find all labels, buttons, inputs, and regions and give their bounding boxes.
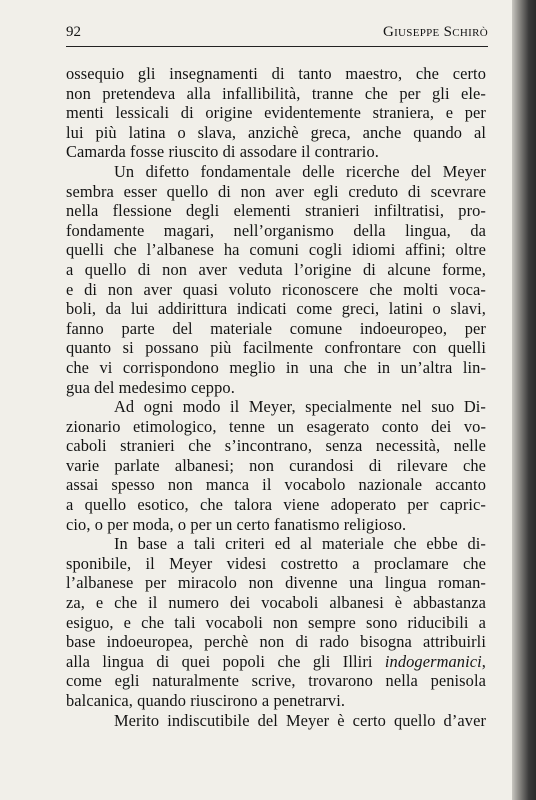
paragraph: [66, 162, 486, 397]
text-line: menti lessicali di origine evidentemente straniera, e per: [66, 103, 486, 123]
text-line: lui più latina o slava, anzichè greca, anche quando al: [66, 122, 486, 142]
paragraph: [66, 534, 486, 710]
text-line: quelli che l’albanese ha comuni cogli idiomi affini; oltre: [66, 240, 486, 260]
paragraph: [66, 397, 486, 534]
text-line: boli, da lui addirittura indicati come greci, latini o slavi,: [66, 299, 486, 319]
header-rule: [66, 46, 488, 47]
text-line: a quello di non aver veduta l’origine di alcune forme,: [66, 259, 486, 279]
text-line: esiguo, e che tali vocaboli non sempre sono riducibili a: [66, 612, 486, 632]
text-line: alla lingua di quei popoli che gli Illiri indogermanici,: [66, 651, 486, 671]
text-line: Un difetto fondamentale delle ricerche del Meyer: [114, 161, 486, 181]
text-line: sembra esser quello di non aver egli creduto di scevrare: [66, 181, 486, 201]
text-line: e di non aver quasi voluto riconoscere che molti voca-: [66, 279, 486, 299]
text-line: come egli naturalmente scrive, trovarono nella penisola: [66, 671, 486, 691]
text-line: Ad ogni modo il Meyer, specialmente nel suo Di-: [114, 397, 486, 417]
text-line: a quello esotico, che talora viene adoperato per capric-: [66, 495, 486, 515]
text-line: varie parlate albanesi; non curandosi di rilevare che: [66, 455, 486, 475]
text-line: za, e che il numero dei vocaboli albanesi è abbastanza: [66, 593, 486, 613]
text-line: nella flessione degli elementi stranieri infiltratisi, pro-: [66, 201, 486, 221]
text-line: cio, o per moda, o per un certo fanatismo religioso.: [66, 514, 407, 534]
text-line: che vi corrispondono meglio in una che in un’altra lin-: [66, 357, 486, 377]
text-line: gua del medesimo ceppo.: [66, 377, 235, 397]
text-line: quanto si possano più facilmente confrontare con quelli: [66, 338, 486, 358]
paragraph: [66, 64, 486, 162]
text-line: non pretendeva alla infallibilità, tranne che per gli ele-: [66, 83, 486, 103]
text-line: fondamente magari, nell’organismo della lingua, da: [66, 220, 486, 240]
text-line: In base a tali criteri ed al materiale che ebbe di-: [114, 534, 486, 554]
italic-term: indogermanici: [384, 651, 482, 671]
text-line: caboli stranieri che s’incontrano, senza necessità, nelle: [66, 436, 486, 456]
text-line: Camarda fosse riuscito di assodare il contrario.: [66, 142, 379, 162]
text-line: balcanica, quando riuscirono a penetrarvi.: [66, 691, 346, 710]
text-line: assai spesso non manca il vocabolo nazionale accanto: [66, 475, 486, 495]
paragraph: [66, 711, 486, 731]
text-line: sponibile, il Meyer videsi costretto a proclamare che: [66, 553, 486, 573]
text-line: ossequio gli insegnamenti di tanto maestro, che certo: [66, 64, 486, 83]
text-line: zionario etimologico, tenne un esagerato conto dei vo-: [66, 416, 486, 436]
text-line: fanno parte del materiale comune indoeuropeo, per: [66, 318, 486, 338]
body-text: [66, 64, 486, 730]
text-line: Merito indiscutibile del Meyer è certo quello d’aver: [114, 710, 486, 730]
page-header: [66, 24, 488, 46]
book-spine-shadow: [512, 0, 536, 800]
text-line: l’albanese per miracolo non divenne una lingua roman-: [66, 573, 486, 593]
text-line: base indoeuropea, perchè non di rado bisogna attribuirli: [66, 632, 486, 652]
page-number: 92: [66, 24, 81, 40]
running-head: Giuseppe Schirò: [382, 24, 488, 40]
